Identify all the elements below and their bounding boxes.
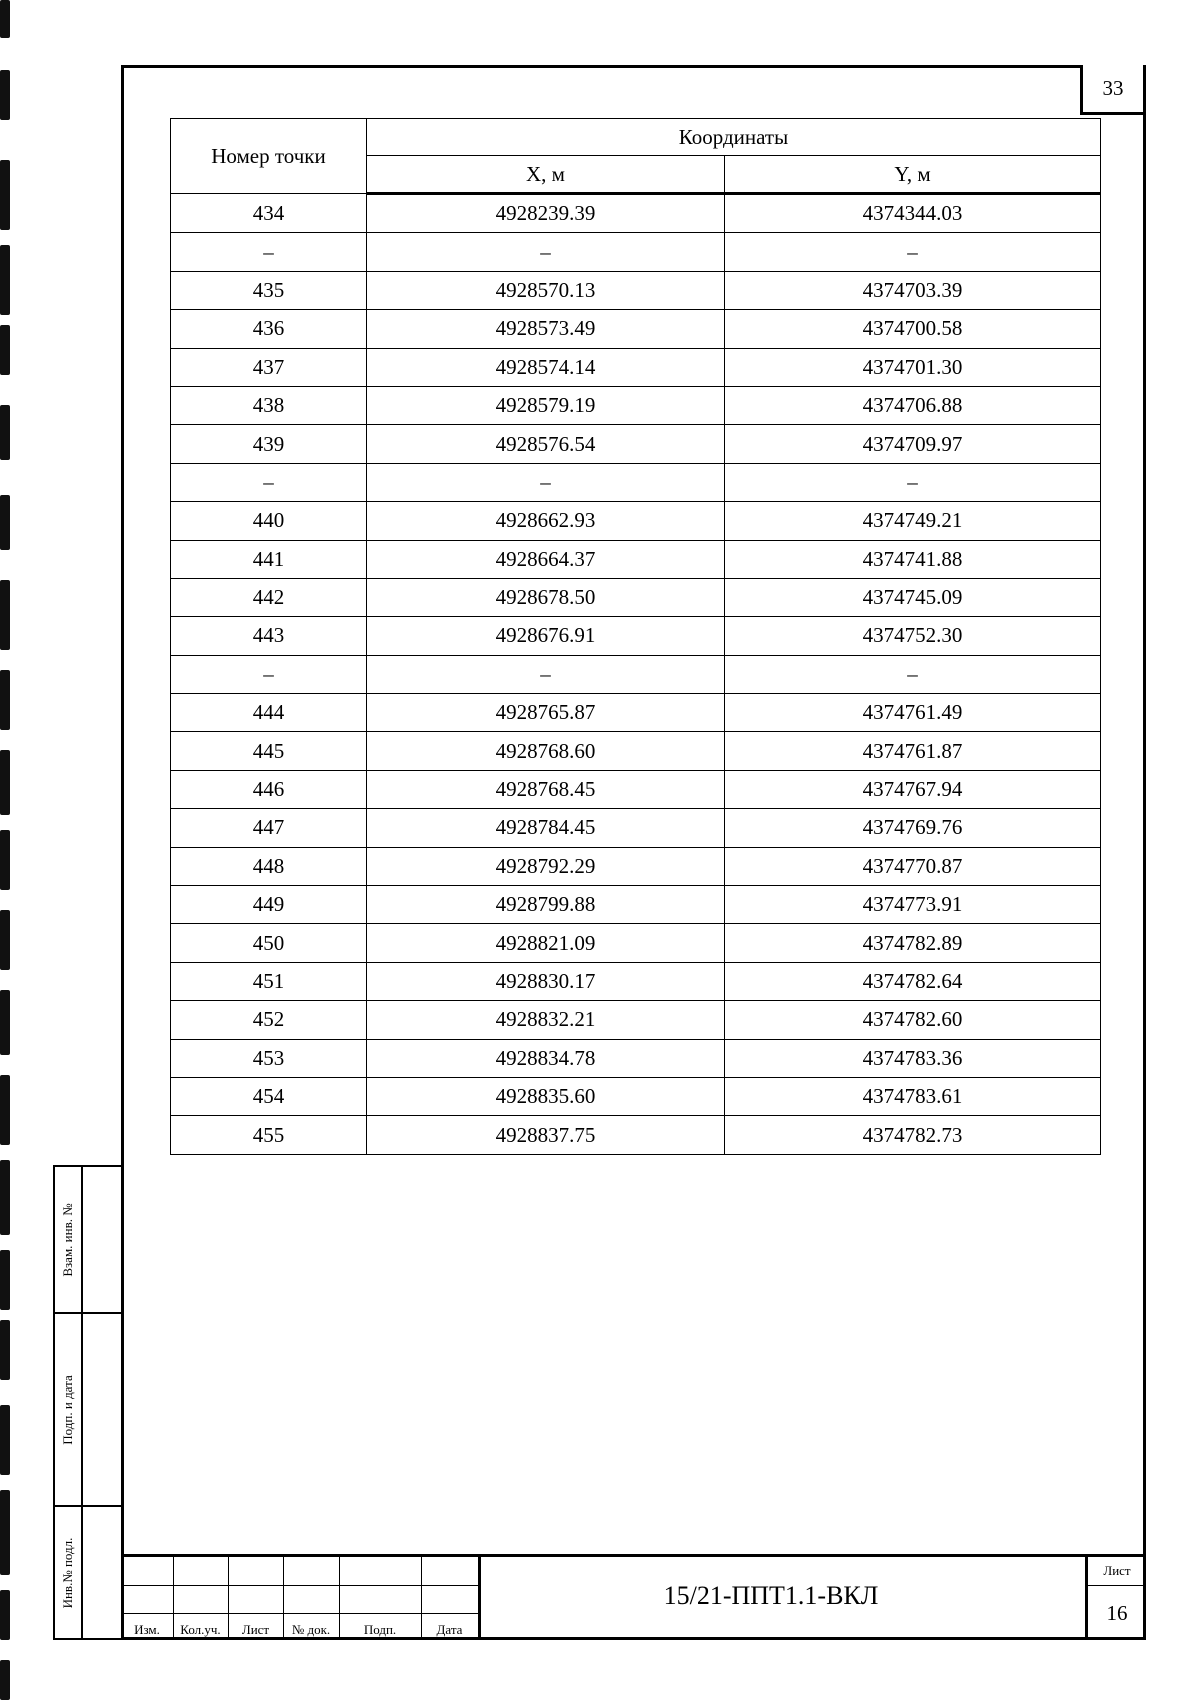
header-y: Y, м — [725, 156, 1101, 194]
point-number-cell: 451 — [171, 962, 367, 1000]
y-coordinate-cell: 4374344.03 — [725, 194, 1101, 233]
y-coordinate-cell: 4374782.60 — [725, 1001, 1101, 1039]
binding-mark — [0, 495, 10, 550]
point-number-cell: 455 — [171, 1116, 367, 1154]
page-number: 33 — [1080, 65, 1146, 115]
y-coordinate-cell: 4374703.39 — [725, 271, 1101, 309]
point-number-cell: 438 — [171, 386, 367, 424]
side-label-podp-data: Подп. и дата — [60, 1375, 75, 1445]
table-row — [171, 271, 1101, 309]
binding-mark — [0, 1075, 10, 1145]
x-coordinate-cell: 4928239.39 — [367, 194, 725, 233]
point-number-cell: 452 — [171, 1001, 367, 1039]
x-coordinate-cell: 4928821.09 — [367, 924, 725, 962]
sheet-number: 16 — [1106, 1601, 1128, 1625]
tb-col-podp: Подп. — [363, 1622, 397, 1637]
tb-col-no-dok: № док. — [291, 1622, 331, 1637]
side-label-vzam-inv: Взам. инв. № — [60, 1203, 75, 1277]
x-coordinate-cell: 4928678.50 — [367, 578, 725, 616]
header-x: X, м — [367, 156, 725, 194]
point-number-cell: 434 — [171, 194, 367, 233]
binding-mark — [0, 1490, 10, 1575]
x-coordinate-cell: 4928799.88 — [367, 886, 725, 924]
y-coordinate-cell: 4374773.91 — [725, 886, 1101, 924]
point-number-cell: 439 — [171, 425, 367, 463]
side-label-inv-podl: Инв.№ подл. — [60, 1537, 75, 1609]
binding-mark — [0, 1590, 10, 1640]
coordinates-table — [170, 118, 1101, 1155]
y-coordinate-cell: 4374783.36 — [725, 1039, 1101, 1077]
point-number-cell: 444 — [171, 694, 367, 732]
coordinates-table-container — [170, 118, 1100, 1155]
table-row — [171, 1077, 1101, 1115]
side-stamp — [53, 1165, 121, 1640]
binding-mark — [0, 70, 10, 120]
y-coordinate-cell: 4374782.64 — [725, 962, 1101, 1000]
y-coordinate-cell: – — [725, 233, 1101, 271]
table-row — [171, 502, 1101, 540]
y-coordinate-cell: 4374769.76 — [725, 809, 1101, 847]
x-coordinate-cell: 4928664.37 — [367, 540, 725, 578]
document-code: 15/21-ППТ1.1-ВКЛ — [663, 1581, 879, 1610]
table-row — [171, 540, 1101, 578]
y-coordinate-cell: 4374761.49 — [725, 694, 1101, 732]
binding-mark — [0, 750, 10, 815]
y-coordinate-cell: 4374770.87 — [725, 847, 1101, 885]
x-coordinate-cell: 4928573.49 — [367, 310, 725, 348]
tb-col-data: Дата — [436, 1622, 463, 1637]
table-row — [171, 809, 1101, 847]
x-coordinate-cell: 4928579.19 — [367, 386, 725, 424]
x-coordinate-cell: 4928835.60 — [367, 1077, 725, 1115]
table-row — [171, 924, 1101, 962]
binding-mark — [0, 325, 10, 375]
point-number-cell: – — [171, 655, 367, 693]
x-coordinate-cell: 4928784.45 — [367, 809, 725, 847]
point-number-cell: 453 — [171, 1039, 367, 1077]
x-coordinate-cell: 4928574.14 — [367, 348, 725, 386]
tb-col-kol-uch: Кол.уч. — [180, 1622, 221, 1637]
point-number-cell: 443 — [171, 617, 367, 655]
x-coordinate-cell: 4928792.29 — [367, 847, 725, 885]
point-number-cell: 440 — [171, 502, 367, 540]
x-coordinate-cell: 4928837.75 — [367, 1116, 725, 1154]
table-row — [171, 194, 1101, 233]
binding-mark — [0, 0, 10, 38]
x-coordinate-cell: 4928676.91 — [367, 617, 725, 655]
point-number-cell: 447 — [171, 809, 367, 847]
table-row — [171, 770, 1101, 808]
x-coordinate-cell: 4928830.17 — [367, 962, 725, 1000]
table-row — [171, 578, 1101, 616]
binding-mark — [0, 1250, 10, 1310]
binding-mark — [0, 990, 10, 1055]
table-row — [171, 962, 1101, 1000]
point-number-cell: – — [171, 233, 367, 271]
x-coordinate-cell: 4928768.45 — [367, 770, 725, 808]
binding-mark — [0, 1660, 10, 1700]
x-coordinate-cell: 4928576.54 — [367, 425, 725, 463]
table-row — [171, 886, 1101, 924]
x-coordinate-cell: – — [367, 233, 725, 271]
x-coordinate-cell: – — [367, 463, 725, 501]
binding-mark — [0, 405, 10, 460]
y-coordinate-cell: – — [725, 463, 1101, 501]
coordinates-table-body — [171, 194, 1101, 1155]
point-number-cell: 435 — [171, 271, 367, 309]
binding-mark — [0, 245, 10, 315]
point-number-cell: 437 — [171, 348, 367, 386]
y-coordinate-cell: 4374745.09 — [725, 578, 1101, 616]
table-row — [171, 694, 1101, 732]
title-block — [121, 1554, 1146, 1640]
point-number-cell: 446 — [171, 770, 367, 808]
table-row — [171, 1039, 1101, 1077]
point-number-cell: 441 — [171, 540, 367, 578]
table-row — [171, 310, 1101, 348]
table-row — [171, 1001, 1101, 1039]
x-coordinate-cell: 4928832.21 — [367, 1001, 725, 1039]
y-coordinate-cell: 4374701.30 — [725, 348, 1101, 386]
binding-mark — [0, 580, 10, 650]
x-coordinate-cell: 4928765.87 — [367, 694, 725, 732]
point-number-cell: 449 — [171, 886, 367, 924]
point-number-cell: 450 — [171, 924, 367, 962]
x-coordinate-cell: 4928768.60 — [367, 732, 725, 770]
header-point-number: Номер точки — [171, 119, 367, 194]
y-coordinate-cell: 4374782.73 — [725, 1116, 1101, 1154]
tb-col-list: Лист — [241, 1622, 270, 1637]
binding-mark — [0, 670, 10, 730]
side-cell-vzam — [55, 1167, 123, 1314]
side-cell-podp — [55, 1314, 123, 1507]
binding-mark — [0, 1320, 10, 1380]
header-coordinates: Координаты — [367, 119, 1101, 156]
point-number-cell: 445 — [171, 732, 367, 770]
side-cell-inv — [55, 1507, 123, 1638]
y-coordinate-cell: 4374752.30 — [725, 617, 1101, 655]
point-number-cell: – — [171, 463, 367, 501]
y-coordinate-cell: 4374709.97 — [725, 425, 1101, 463]
y-coordinate-cell: 4374700.58 — [725, 310, 1101, 348]
y-coordinate-cell: 4374767.94 — [725, 770, 1101, 808]
table-row — [171, 847, 1101, 885]
table-row — [171, 1116, 1101, 1154]
tb-col-izm: Изм. — [134, 1622, 160, 1637]
x-coordinate-cell: 4928834.78 — [367, 1039, 725, 1077]
point-number-cell: 442 — [171, 578, 367, 616]
table-row — [171, 425, 1101, 463]
sheet-label: Лист — [1103, 1563, 1131, 1578]
binding-mark — [0, 910, 10, 970]
x-coordinate-cell: 4928570.13 — [367, 271, 725, 309]
y-coordinate-cell: 4374741.88 — [725, 540, 1101, 578]
binding-mark — [0, 830, 10, 890]
point-number-cell: 436 — [171, 310, 367, 348]
y-coordinate-cell: – — [725, 655, 1101, 693]
table-row — [171, 617, 1101, 655]
binding-mark — [0, 1405, 10, 1475]
y-coordinate-cell: 4374706.88 — [725, 386, 1101, 424]
binding-mark — [0, 1160, 10, 1235]
table-row — [171, 732, 1101, 770]
x-coordinate-cell: 4928662.93 — [367, 502, 725, 540]
table-row — [171, 463, 1101, 501]
y-coordinate-cell: 4374782.89 — [725, 924, 1101, 962]
y-coordinate-cell: 4374761.87 — [725, 732, 1101, 770]
table-row — [171, 386, 1101, 424]
table-row — [171, 348, 1101, 386]
table-row — [171, 655, 1101, 693]
binding-mark — [0, 160, 10, 230]
y-coordinate-cell: 4374749.21 — [725, 502, 1101, 540]
y-coordinate-cell: 4374783.61 — [725, 1077, 1101, 1115]
point-number-cell: 448 — [171, 847, 367, 885]
table-row — [171, 233, 1101, 271]
x-coordinate-cell: – — [367, 655, 725, 693]
point-number-cell: 454 — [171, 1077, 367, 1115]
